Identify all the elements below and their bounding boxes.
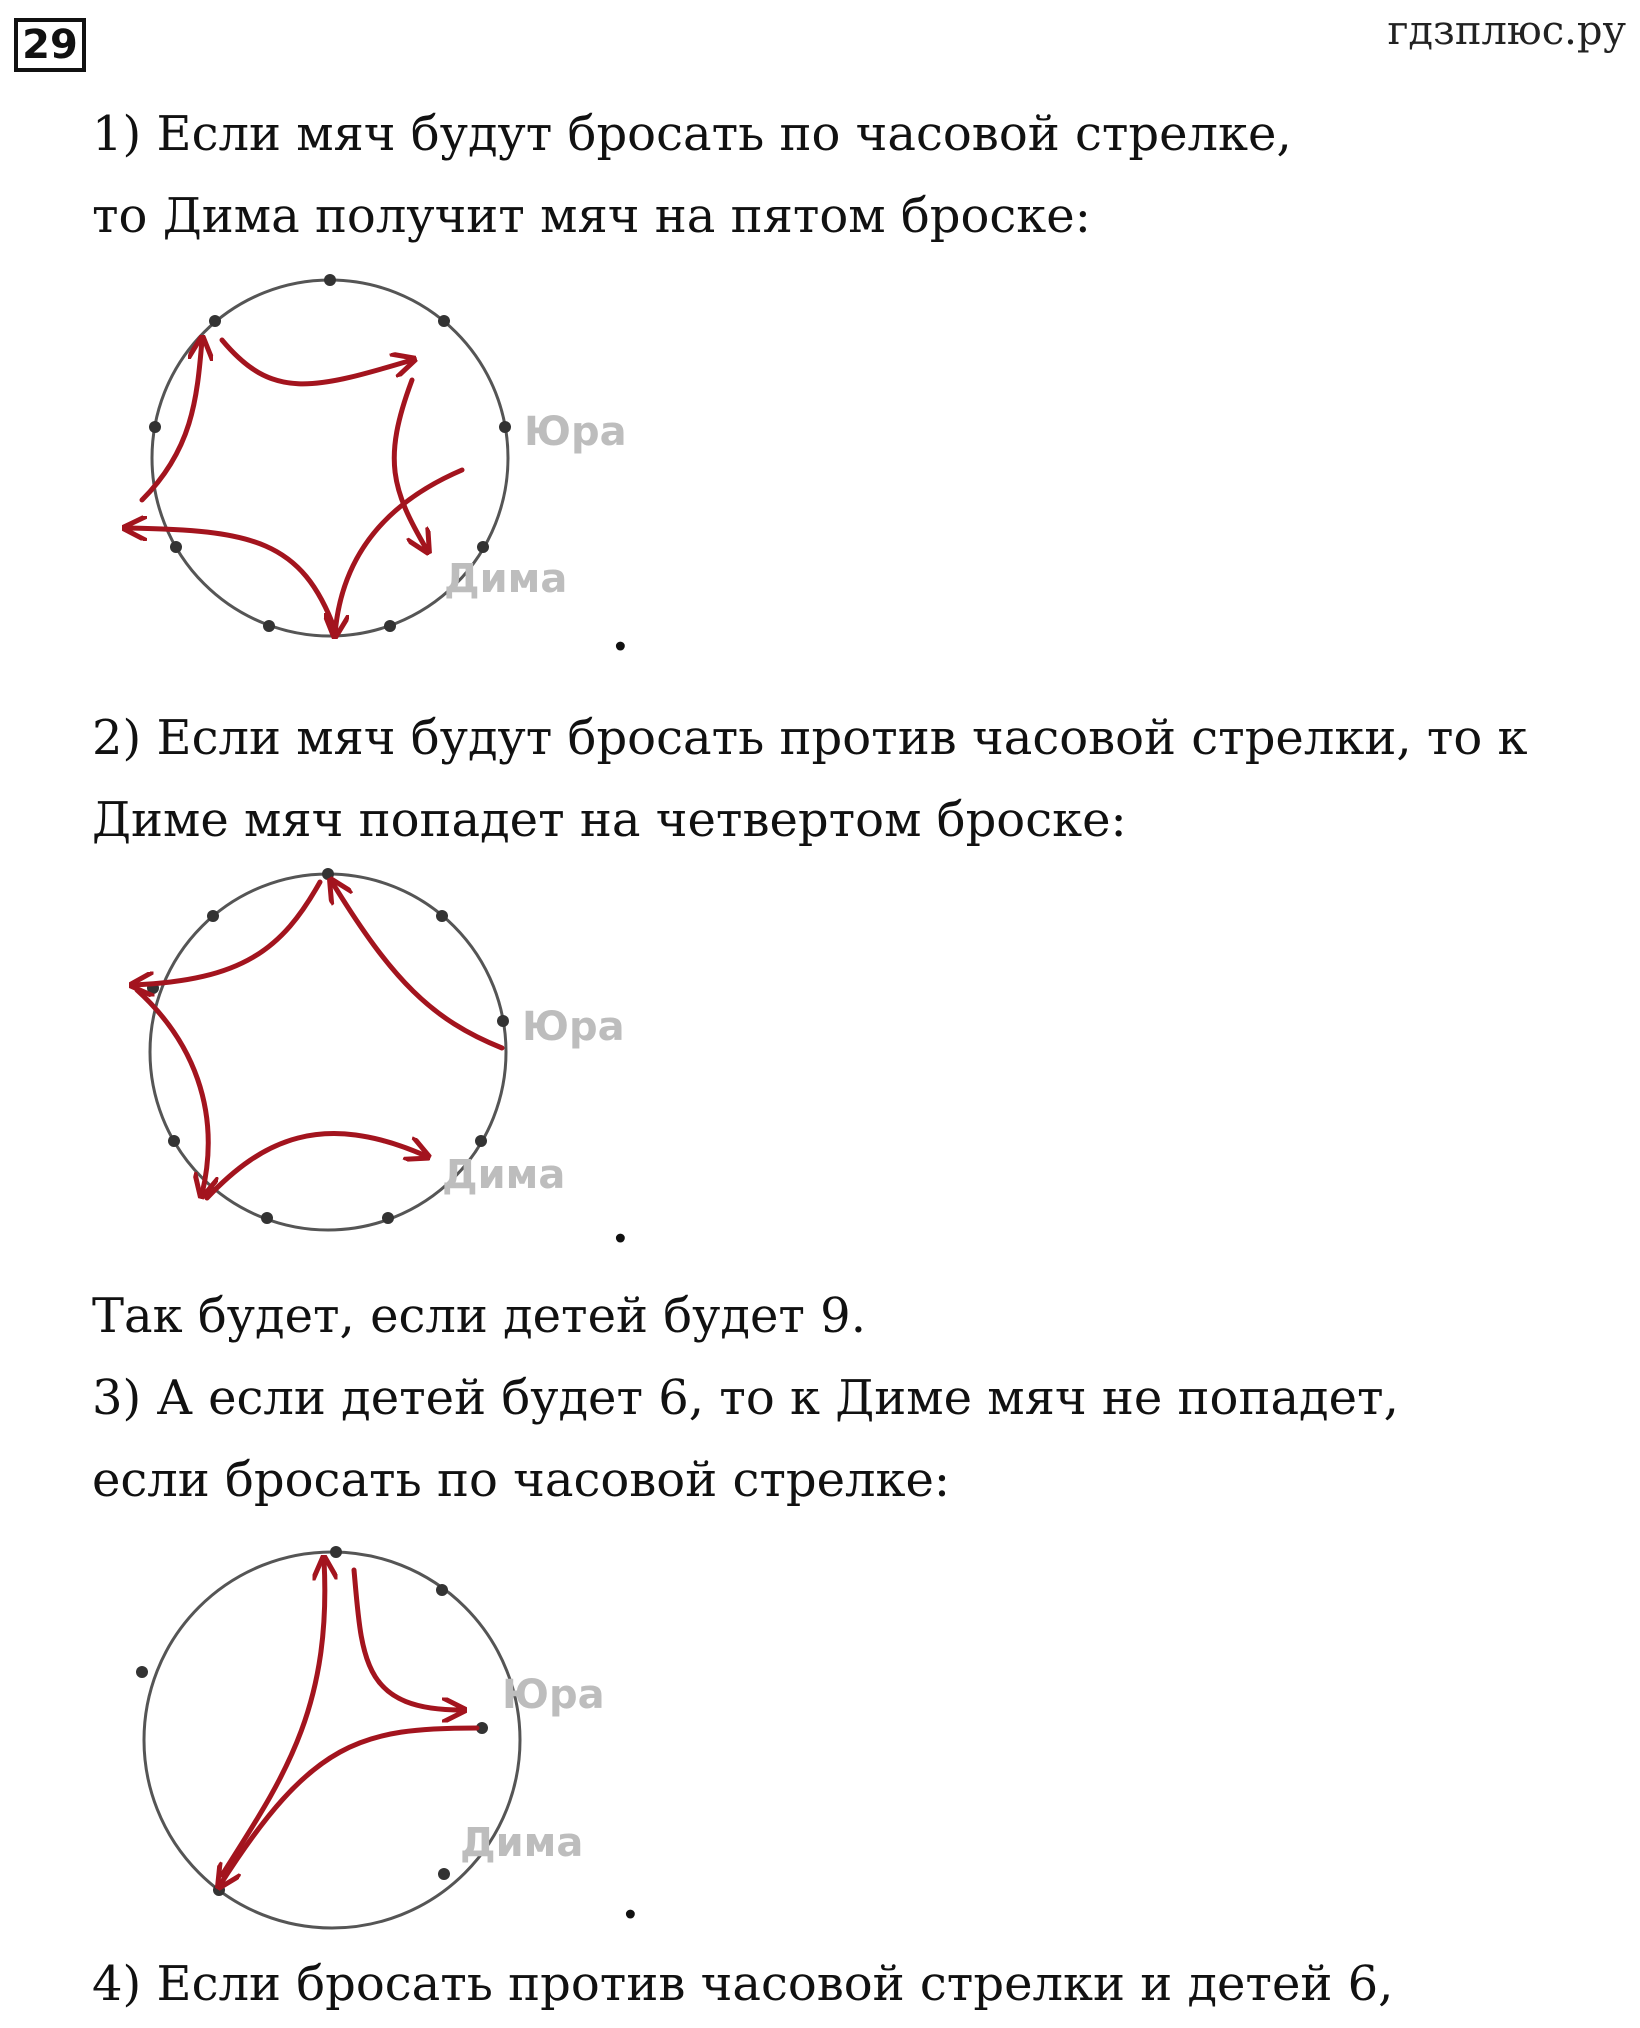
paragraph-3: Так будет, если детей будет 9. (92, 1288, 866, 1344)
paragraph-2-line-1: 2) Если мяч будут бросать против часовой стрелки, то к (92, 710, 1528, 766)
paragraph-4-line-2: если бросать по часовой стрелке: (92, 1452, 951, 1508)
throw-arrows (220, 1560, 477, 1885)
trailing-period: . (612, 606, 629, 662)
children-points (136, 1546, 488, 1896)
label-dima: Дима (444, 556, 568, 602)
label-yura: Юра (502, 1672, 605, 1718)
label-dima: Дима (442, 1152, 566, 1198)
paragraph-1-line-1: 1) Если мяч будут бросать по часовой стрелке, (92, 106, 1292, 162)
figure-clockwise-9 (92, 270, 632, 660)
trailing-period: . (612, 1198, 629, 1254)
paragraph-1-line-2: то Дима получит мяч на пятом броске: (92, 188, 1091, 244)
site-watermark: гдзплюс.ру (1387, 8, 1626, 54)
figure-clockwise-6 (92, 1530, 632, 1940)
task-number-box: 29 (14, 18, 86, 72)
figure-counterclockwise-9 (92, 860, 632, 1250)
throw-arrows (127, 340, 462, 634)
label-dima: Дима (460, 1820, 584, 1866)
label-yura: Юра (522, 1004, 625, 1050)
label-yura: Юра (524, 409, 627, 455)
paragraph-2-line-2: Диме мяч попадет на четвертом броске: (92, 792, 1127, 848)
circle (144, 1552, 520, 1928)
throw-arrows (134, 882, 502, 1198)
trailing-period: . (622, 1874, 639, 1930)
paragraph-5: 4) Если бросать против часовой стрелки и детей 6, (92, 1956, 1394, 2012)
paragraph-4-line-1: 3) А если детей будет 6, то к Диме мяч не попадет, (92, 1370, 1399, 1426)
